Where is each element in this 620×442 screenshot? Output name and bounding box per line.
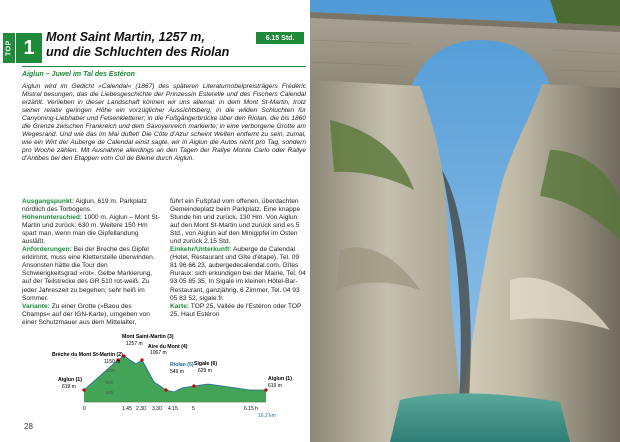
- start-name: Aiglun (1): [58, 377, 82, 383]
- breche-alt: 1150 m: [104, 359, 121, 365]
- info-paragraph: [22, 246, 160, 302]
- tour-number: 1: [16, 33, 42, 63]
- riolan-alt: 549 m: [170, 369, 184, 375]
- title-line-2: und die Schluchten des Riolan: [46, 45, 230, 59]
- sigale-name: Sigale (6): [194, 361, 218, 367]
- info-label: Einkehr/Unterkunft:: [170, 246, 232, 254]
- info-label: Höhenunterschied:: [22, 214, 83, 222]
- info-column-right: [170, 198, 308, 319]
- time-tick: 3.30: [152, 406, 162, 412]
- y-tick: 500: [106, 390, 113, 395]
- time-tick: 5: [192, 406, 195, 412]
- info-paragraph: [170, 198, 308, 246]
- elevation-profile: [22, 330, 306, 420]
- sigale-alt: 629 m: [198, 368, 212, 374]
- info-paragraph: [170, 303, 308, 319]
- aire-alt: 1067 m: [150, 350, 167, 356]
- peak-alt: 1257 m: [126, 341, 143, 347]
- top-tab: TOP: [3, 33, 15, 63]
- subtitle: Aiglun – Juwel im Tal des Estéron: [22, 71, 135, 78]
- info-paragraph: [170, 246, 308, 302]
- info-label: Ausgangspunkt:: [22, 198, 75, 205]
- profile-point: [164, 388, 167, 391]
- title-line-1: Mont Saint Martin, 1257 m,: [46, 30, 205, 44]
- end-alt: 619 m: [268, 383, 282, 389]
- info-text: Zu einer Grotte (»Baou des Champs« auf der IGN-Karte), umgeben von einer Schutzmauer aus dem Mittelalter,: [22, 302, 150, 326]
- info-text: Aiglun, 619 m. Parkplatz nördlich des Torbogens.: [22, 198, 147, 214]
- info-paragraph: [22, 303, 160, 327]
- y-tick: 800: [106, 380, 113, 385]
- breche-name: Brèche du Mont St-Martin (2): [52, 352, 123, 358]
- profile-point: [192, 384, 195, 387]
- time-tick: 6.15 h: [244, 406, 258, 412]
- time-tick: 1.45: [122, 406, 132, 412]
- info-text: Auberge de Calendal (Hotel, Restaurant und Gîte d'étape), Tel. 09 81 96 66 23, aubergedecalendal.com. Gîtes Ruraux: sich erkundigen bei der Mairie, Tel. 04 93 05 85 35. In Sigale im kleinen Hôtel-Bar-Restaurant, ganzjährig, 6 Zimmer, Tel. 04 93 05 83 52, sigale.fr.: [170, 246, 306, 302]
- time-tick: 2.30: [136, 406, 146, 412]
- aire-name: Aire du Mont (4): [148, 344, 188, 350]
- info-paragraph: [22, 198, 160, 214]
- profile-point: [140, 358, 143, 361]
- end-name: Aiglun (1): [268, 376, 292, 382]
- info-column-left: [22, 198, 160, 327]
- info-paragraph: [22, 214, 160, 246]
- intro-text: Aiglun wird im Gedicht »Calendal« (1867) des späteren Literaturnobelpreisträgers Frédéric Mistral besungen, das die Liebesgeschichte der Prinzessin Esterelle und des Fischers Calendal erzählt. Verlieben in dieser Landschaft können wir uns allemal: in dem Mont St-Martin, trotz seiner relativ geringen Höhe ein vorzüglicher Aussichtsberg; in die wilden Schluchten für Canyoning-Liebhaber und Felsenkletterer; in die Fußgängerbrücke über den Riolan, die bis 1860 die Grenze zwischen Frankreich und dem Savoyenreich markierte; in eine verborgene Grotte am Wegesrand. Und wie das im Mai duftet! Die Côte d'Azur scheint Welten entfernt zu sein, zumal, wie ein Wirt der Auberge de Calendal einst sagte, wir in Aiglun die Autos nicht pro Tag, sondern pro Woche zählen. Mit Ausnahme allerdings an den Tagen der Rallye Monte Carlo oder Rallye d'Antibes bei den Etappen vom Col de Bleine durch Aiglun.: [22, 83, 306, 163]
- info-text: führt ein Fußpfad vom offenen, überdachten Gemeindeplatz beim Parkplatz. Eine knappe Stunde hin und zurück, 130 Hm. Von Aiglun auf den Mont St-Martin und zurück sind es 5 Std., von Aiglun auf den Minigipfel im Osten und zurück 2.15 Std.: [170, 198, 301, 246]
- y-tick: 1200: [106, 368, 116, 373]
- duration-badge: 6.15 Std.: [256, 32, 304, 44]
- info-label: Anforderungen:: [22, 246, 72, 254]
- page-title: [46, 30, 256, 60]
- info-label: Karte:: [170, 302, 190, 310]
- time-tick: 0: [83, 406, 86, 412]
- distance-label: 16.2 km: [258, 413, 276, 419]
- riolan-name: Riolan (5): [170, 362, 194, 368]
- info-text: 1000 m. Aiglun – Mont St-Martin und zurück: 630 m. Weitere 150 Hm spart man, wenn man die Gipfellandung ausläßt.: [22, 214, 160, 246]
- info-label: Variante:: [22, 302, 50, 310]
- start-alt: 619 m: [62, 384, 76, 390]
- profile-point: [82, 388, 85, 391]
- title-divider: [22, 66, 306, 67]
- time-tick: 4.15: [168, 406, 178, 412]
- peak-name: Mont Saint-Martin (3): [122, 334, 174, 340]
- page-number: 28: [24, 422, 33, 431]
- info-text: TOP 25, Vallée de l'Estéron oder TOP 25, Haut Estéron: [170, 302, 302, 318]
- gorge-bridge-photo: [310, 0, 620, 442]
- info-text: Bei der Breche des Gipfel erklimmt, muss eine Kletterstelle überwinden. Ansonsten hätte die Tour den Schwierigkeitsgrad »rot«. Gelbe Markierung, auf der Teilstrecke des GR 510 rot-weiß. Zu jeder Jahreszeit zu begehen; sehr heiß im Sommer.: [22, 246, 155, 302]
